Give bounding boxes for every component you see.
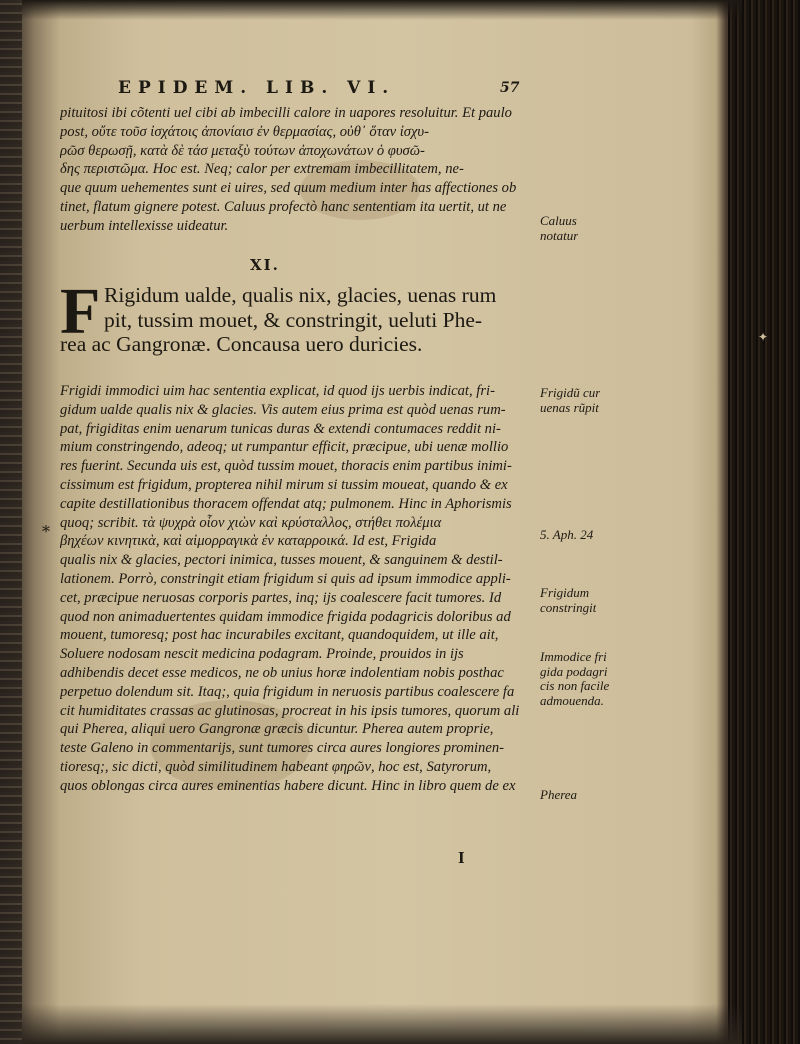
text-line: cissimum est frigidum, propterea nihil mirum si tussim moueat, quando & ex <box>60 476 508 493</box>
signature-mark: I <box>458 848 465 867</box>
marginal-line: admouenda. <box>540 693 604 708</box>
marginal-note-immodice <box>540 650 609 708</box>
running-title: EPIDEM. LIB. VI. <box>118 78 396 98</box>
text-line: lationem. Porrò, constringit etiam frigidum si quis ad ipsum immodice appli- <box>60 570 511 587</box>
marginal-line: notatur <box>540 228 579 243</box>
text-line: cet, præcipue neruosas corporis partes, inq; ijs coalescere facit tumores. Id <box>60 589 502 606</box>
marginal-line: cis non facile <box>540 679 610 693</box>
text-line: pat, frigiditas enim uenarum tunicas duras & extendi contumaces reddit ni- <box>60 420 501 437</box>
marginal-line: uenas rũpit <box>540 400 599 415</box>
text-line: gidum ualde qualis nix & glacies. Vis autem eius prima est quòd uenas rum- <box>60 401 506 418</box>
marginal-line: Frigidum <box>540 586 590 600</box>
text-line: cit humiditates crassas ac glutinosas, procreat in his ipsis tumores, quorum ali <box>60 702 520 719</box>
margin-mark-icon: ✦ <box>758 330 769 344</box>
lemma-line: rea ac Gangronæ. Concausa uero duricies. <box>60 332 423 356</box>
text-line: capite destillationibus thoracem offendat atq; pulmonem. Hinc in Aphorismis <box>60 495 512 512</box>
text-line: qui Pherea, aliqui uero Gangronæ græcis dicuntur. Pherea autem proprie, <box>60 721 494 738</box>
text-line: quoq; scribit. τὰ ψυχρὰ οἷον χιὼν καὶ κρύσταλλος, στήθει πολέμια <box>60 514 442 531</box>
text-line: mium constringendo, adeoq; ut rumpantur efficit, præcipue, ubi uenæ mollio <box>60 439 509 456</box>
top-shadow <box>22 0 742 20</box>
marginal-note-constringit <box>540 586 596 615</box>
text-line: post, οὔτε τοῦσ ἰσχάτοις ἀπονίαισ ἐν θερμασίας, οὐθ᾿ ὅταν ἰσχυ- <box>60 123 429 140</box>
text-line: pituitosi ibi cõtenti uel cibi ab imbecilli calore in uapores resoluitur. Et paulo <box>60 105 512 121</box>
drop-cap: F <box>60 275 101 348</box>
text-line: tioresq;, sic dicti, quòd similitudinem habeant φηρῶν, hoc est, Satyrorum, <box>60 758 492 775</box>
marginal-line: Immodice fri <box>540 650 607 664</box>
lemma-text <box>60 283 544 357</box>
marginal-line: Frigidũ cur <box>540 386 601 400</box>
bottom-shadow <box>22 1004 742 1044</box>
marginal-note-pherea <box>540 788 577 803</box>
lemma-line: Rigidum ualde, qualis nix, glacies, uenas rum <box>104 283 497 307</box>
text-line: que quum uehementes sunt ei uires, sed quum medium inter has affectiones ob <box>60 180 517 197</box>
text-line: uerbum intellexisse uideatur. <box>60 217 229 234</box>
section-number: XI. <box>250 256 280 274</box>
page-stack-edge <box>728 0 800 1044</box>
text-line: tinet, flatum gignere potest. Caluus profectò hanc sententiam ita uertit, ut ne <box>60 198 507 215</box>
marginal-note-aphorism <box>540 528 593 543</box>
marginal-line: Pherea <box>540 788 578 802</box>
paragraph-1 <box>60 104 532 236</box>
text-line: quos oblongas circa aures eminentias habere dicunt. Hinc in libro quem de ex <box>60 777 516 794</box>
text-line: Frigidi immodici uim hac sententia explicat, id quod ijs uerbis indicat, fri- <box>60 383 495 399</box>
marginal-line: constringit <box>540 600 597 615</box>
text-line: quod non animaduertentes quidam immodice frigida podagricis doloribus ad <box>60 608 511 625</box>
text-line: qualis nix & glacies, pectori inimica, tusses mouent, & sanguinem & destil- <box>60 552 503 569</box>
marginal-line: gida podagri <box>540 664 608 679</box>
marginal-line: Caluus <box>540 214 577 228</box>
text-line: Soluere nodosam nescit medicina podagram. Proinde, prouidos in ijs <box>60 646 464 663</box>
text-line: res fuerint. Secunda uis est, quòd tussim mouet, thoracis enim partibus inimi- <box>60 458 512 475</box>
text-line: βηχέων κινητικὰ, καὶ αἱμορραγικὰ ἐν καταρροικά. Id est, Frigida <box>60 533 437 550</box>
asterisk-mark-icon: * <box>42 522 50 541</box>
paragraph-2 <box>60 382 532 796</box>
marginal-note-frigidum <box>540 386 600 415</box>
binding-edge <box>0 0 22 1044</box>
text-line: teste Galeno in commentarijs, sunt tumores circa aures longiores prominen- <box>60 740 504 757</box>
page-number: 57 <box>500 80 520 96</box>
text-line: ρῶσ θερωσῇ, κατὰ δὲ τάσ μεταξὺ τούτων ἀποχωνάτων ὁ φυσῶ- <box>60 142 425 159</box>
text-line: δης περιστῶμα. Hoc est. Neq; calor per extremam imbecillitatem, ne- <box>60 161 464 178</box>
lemma-line: pit, tussim mouet, & constringit, ueluti Phe- <box>104 307 483 332</box>
marginal-note-caluus <box>540 214 578 243</box>
text-line: perpetuo dolendum sit. Itaq;, quia frigidum in neruosis partibus coalescere fa <box>60 683 515 700</box>
text-line: adhibendis decet esse medicos, ne ob unius horæ indolentiam nobis posthac <box>60 664 504 681</box>
text-line: mouent, tumoresq; post hac incurabiles excitant, quandoquidem, ut ille ait, <box>60 627 499 644</box>
marginal-line: 5. Aph. 24 <box>540 528 594 542</box>
